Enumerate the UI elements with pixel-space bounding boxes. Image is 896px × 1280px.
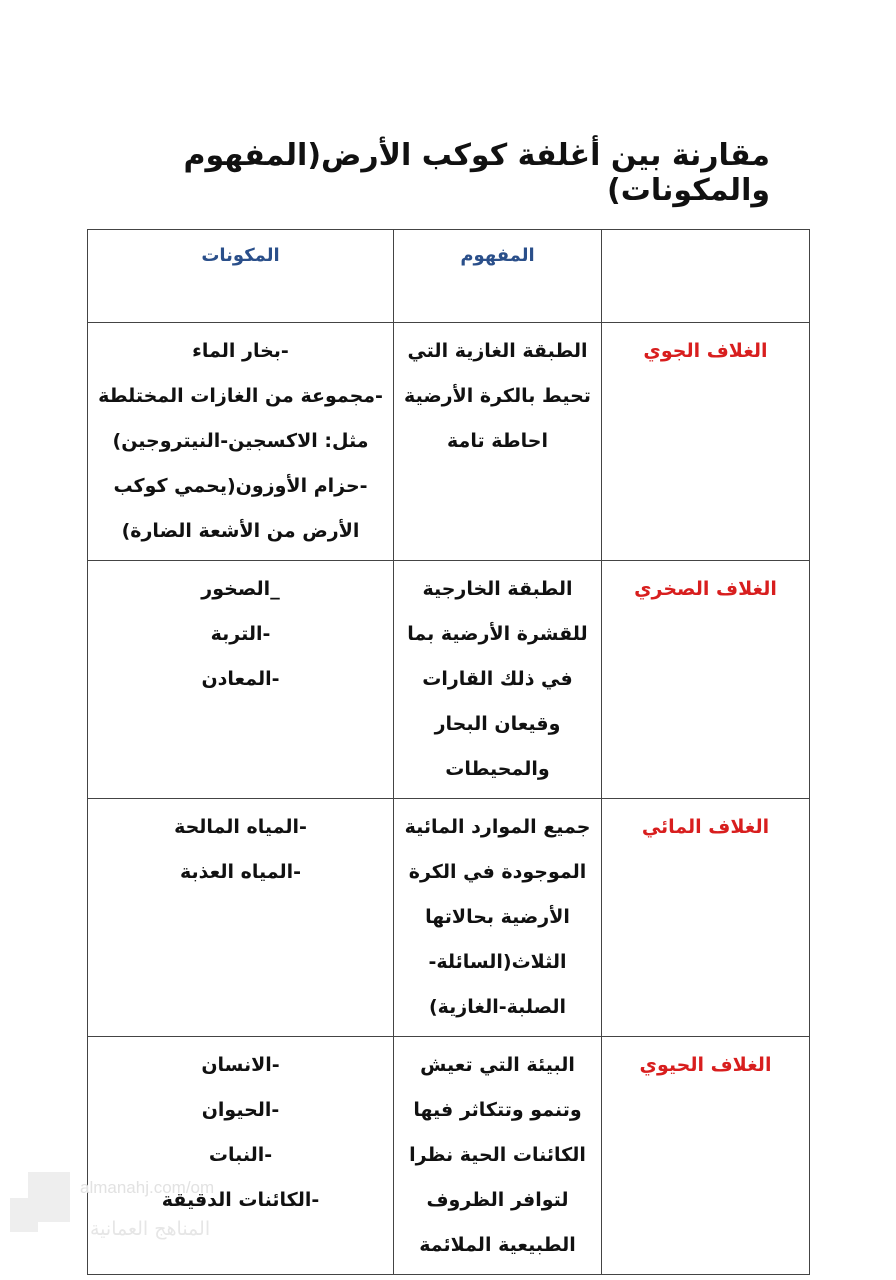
table-row — [88, 323, 810, 561]
header-components: المكونات — [88, 230, 394, 323]
concept-line: الطبيعية الملائمة — [419, 1234, 576, 1256]
watermark-logo — [28, 1172, 70, 1222]
components-cell — [88, 323, 394, 561]
concept-line: والمحيطات — [445, 758, 550, 780]
component-line: الأرض من الأشعة الضارة) — [121, 520, 360, 542]
sphere-name: الغلاف الجوي — [602, 323, 810, 561]
component-line: -النبات — [208, 1144, 273, 1166]
table-row — [88, 1037, 810, 1275]
concept-line: الثلاث(السائلة- — [428, 951, 567, 973]
concept-line: وقيعان البحار — [434, 713, 561, 735]
concept-line: الكائنات الحية نظرا — [409, 1144, 586, 1166]
component-line: -المياه العذبة — [180, 861, 301, 883]
table-row — [88, 799, 810, 1037]
concept-line: الصلبة-الغازية) — [428, 996, 567, 1018]
component-line: -حزام الأوزون(يحمي كوكب — [113, 475, 368, 497]
concept-line: الطبقة الغازية التي — [407, 340, 588, 362]
concept-line: في ذلك القارات — [422, 668, 573, 690]
concept-line: الأرضية بحالاتها — [425, 906, 570, 928]
concept-line: الطبقة الخارجية — [422, 578, 573, 600]
concept-line: تحيط بالكرة الأرضية — [404, 385, 591, 407]
page-title: مقارنة بين أغلفة كوكب الأرض(المفهوم والمكونات) — [183, 138, 770, 208]
concept-line: لتوافر الظروف — [426, 1189, 569, 1211]
component-line: _الصخور — [201, 578, 280, 600]
concept-line: البيئة التي تعيش — [420, 1054, 575, 1076]
header-name-cell — [602, 230, 810, 323]
concept-cell — [394, 561, 602, 799]
concept-line: احاطة تامة — [447, 430, 548, 452]
watermark-logo-part — [10, 1198, 38, 1232]
component-line: -الكائنات الدقيقة — [161, 1189, 320, 1211]
component-line: -بخار الماء — [192, 340, 289, 362]
components-cell — [88, 799, 394, 1037]
component-line: مثل: الاكسجين-النيتروجين) — [112, 430, 369, 452]
component-line: -مجموعة من الغازات المختلطة — [98, 385, 383, 407]
sphere-name: الغلاف الصخري — [602, 561, 810, 799]
watermark-url: almanahj.com/om — [80, 1178, 215, 1197]
table-header-row — [88, 230, 810, 323]
header-concept: المفهوم — [394, 230, 602, 323]
sphere-name: الغلاف الحيوي — [602, 1037, 810, 1275]
components-cell — [88, 561, 394, 799]
watermark-name: المناهج العمانية — [90, 1218, 211, 1240]
components-cell — [88, 1037, 394, 1275]
concept-line: وتنمو وتتكاثر فيها — [413, 1099, 582, 1121]
comparison-table — [87, 229, 810, 1275]
table-row — [88, 561, 810, 799]
component-line: -المعادن — [201, 668, 280, 690]
component-line: -المياه المالحة — [174, 816, 307, 838]
component-line: -التربة — [210, 623, 271, 645]
concept-line: جميع الموارد المائية — [404, 816, 591, 838]
component-line: -الانسان — [201, 1054, 280, 1076]
component-line: -الحيوان — [201, 1099, 280, 1121]
sphere-name: الغلاف المائي — [602, 799, 810, 1037]
concept-cell — [394, 799, 602, 1037]
concept-cell — [394, 1037, 602, 1275]
concept-line: للقشرة الأرضية بما — [407, 623, 588, 645]
concept-cell — [394, 323, 602, 561]
concept-line: الموجودة في الكرة — [408, 861, 587, 883]
